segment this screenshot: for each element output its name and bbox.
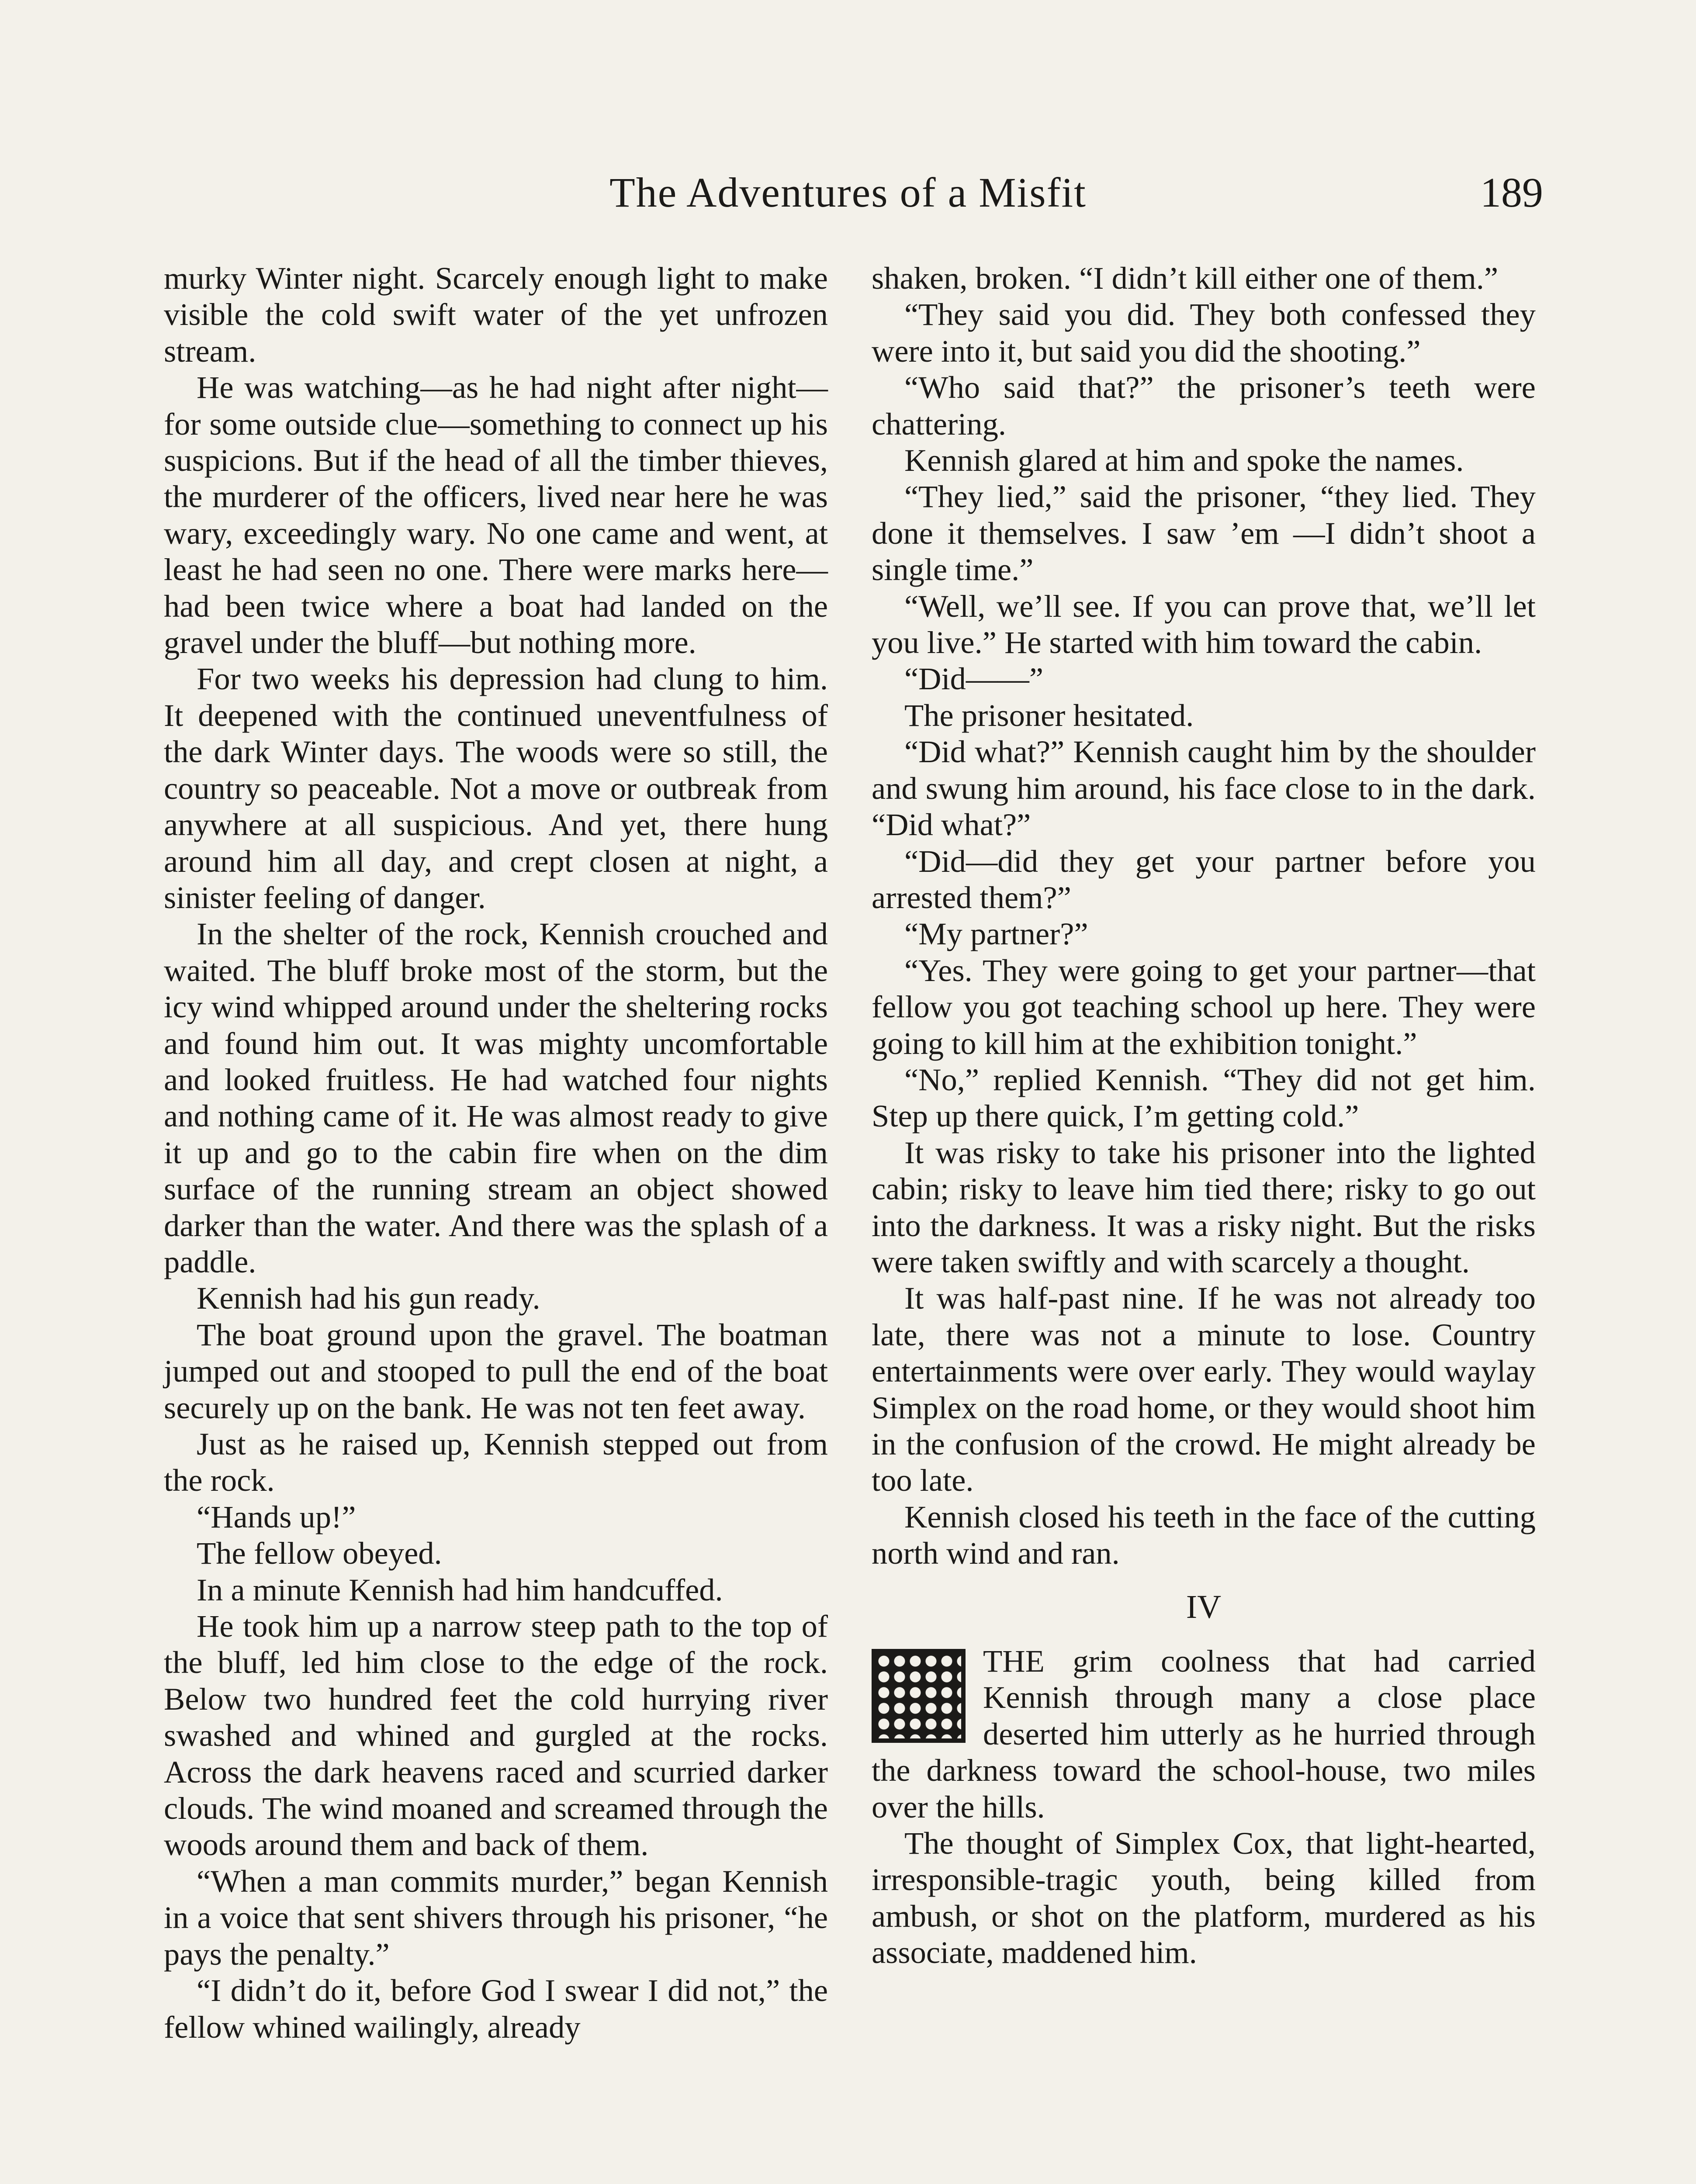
paragraph: “No,” replied Kennish. “They did not get him. Step up there quick, I’m getting cold.” [872,1061,1536,1134]
paragraph: Kennish glared at him and spoke the names. [904,442,1464,478]
dropcap-paragraph [872,1643,1536,1825]
page-number: 189 [1480,169,1543,216]
paragraph: In the shelter of the rock, Kennish crouched and waited. The bluff broke most of the storm, but the icy wind whipped around under the sheltering rocks and found him out. It was mighty uncomfortable and looked fruitless. He had watched four nights and nothing came of it. He was almost ready to give it up and go to the cabin fire when on the dim surface of the running stream an object showed darker than the water. And there was the splash of a paddle. [164,916,828,1279]
paragraph: “Did what?” Kennish caught him by the shoulder and swung him around, his face close to in the dark. “Did what?” [872,734,1536,843]
paragraph: For two weeks his depression had clung to him. It deepened with the continued uneventfulness of the dark Winter days. The woods were so still, the country so peaceable. Not a move or outbreak from anywhere at all suspicious. And yet, there hung around him all day, and crept closen at night, a sinister feeling of danger. [164,661,828,915]
paragraph: shaken, broken. “I didn’t kill either one of them.” [872,260,1499,296]
paragraph: “Who said that?” the prisoner’s teeth were chattering. [872,370,1536,442]
paragraph: It was risky to take his prisoner into the lighted cabin; risky to leave him tied there; risky to go out into the darkness. It was a risky night. But the risks were taken swiftly and with scarcely a thought. [872,1134,1536,1279]
paragraph: The boat ground upon the gravel. The boatman jumped out and stooped to pull the end of the boat securely up on the bank. He was not ten feet away. [164,1317,828,1425]
right-column [872,260,1536,1971]
paragraph: “My partner?” [904,916,1088,952]
section-heading: IV [1186,1588,1222,1625]
paragraph: murky Winter night. Scarcely enough light to make visible the cold swift water of the yet unfrozen stream. [164,260,828,369]
paragraph: “Did——” [904,661,1044,697]
paragraph: It was half-past nine. If he was not already too late, there was not a minute to lose. Country entertainments were over early. They would waylay Simplex on the road home, or they would shoot him in the confusion of the crowd. He might already be too late. [872,1280,1536,1498]
paragraph: “They lied,” said the prisoner, “they lied. They done it themselves. I saw ’em —I didn’t shoot a single time.” [872,479,1536,587]
left-column [164,260,828,2045]
paragraph: “Hands up!” [197,1499,356,1534]
paragraph: The thought of Simplex Cox, that light-hearted, irresponsible-tragic youth, being killed from ambush, or shot on the platform, murdered as his associate, maddened him. [872,1825,1536,1970]
paragraph: “Yes. They were going to get your partner—that fellow you got teaching school up here. They were going to kill him at the exhibition tonight.” [872,952,1536,1061]
ornamental-dropcap-icon [872,1649,966,1743]
paragraph: The fellow obeyed. [197,1535,442,1571]
dropcap-paragraph-text: THE grim coolness that had carried Kennish through many a close place deserted him utterly as he hurried through the darkness toward the school-house, two miles over the hills. [872,1643,1536,1825]
paragraph: He took him up a narrow steep path to the top of the bluff, led him close to the edge of the rock. Below two hundred feet the cold hurrying river swashed and whined and gurgled at the rocks. Across the dark heavens raced and scurried darker clouds. The wind moaned and screamed through the woods around them and back of them. [164,1608,828,1863]
paragraph: Kennish closed his teeth in the face of the cutting north wind and ran. [872,1499,1536,1571]
paragraph: “When a man commits murder,” began Kennish in a voice that sent shivers through his prisoner, “he pays the penalty.” [164,1863,828,1972]
paragraph: In a minute Kennish had him handcuffed. [197,1572,723,1607]
paragraph: Kennish had his gun ready. [197,1280,540,1316]
paragraph: “Well, we’ll see. If you can prove that, we’ll let you live.” He started with him toward the cabin. [872,588,1536,660]
running-title: The Adventures of a Misfit [609,169,1087,216]
paragraph: “They said you did. They both confessed they were into it, but said you did the shooting.” [872,297,1536,369]
paragraph: The prisoner hesitated. [904,697,1194,733]
paragraph: He was watching—as he had night after night—for some outside clue—something to connect up his suspicions. But if the head of all the timber thieves, the murderer of the officers, lived near here he was wary, exceedingly wary. No one came and went, at least he had seen no one. There were marks here—had been twice where a boat had landed on the gravel under the bluff—but nothing more. [164,370,828,660]
paragraph: Just as he raised up, Kennish stepped out from the rock. [164,1426,828,1498]
paragraph: “I didn’t do it, before God I swear I did not,” the fellow whined wailingly, already [164,1973,828,2045]
paragraph: “Did—did they get your partner before you arrested them?” [872,843,1536,915]
